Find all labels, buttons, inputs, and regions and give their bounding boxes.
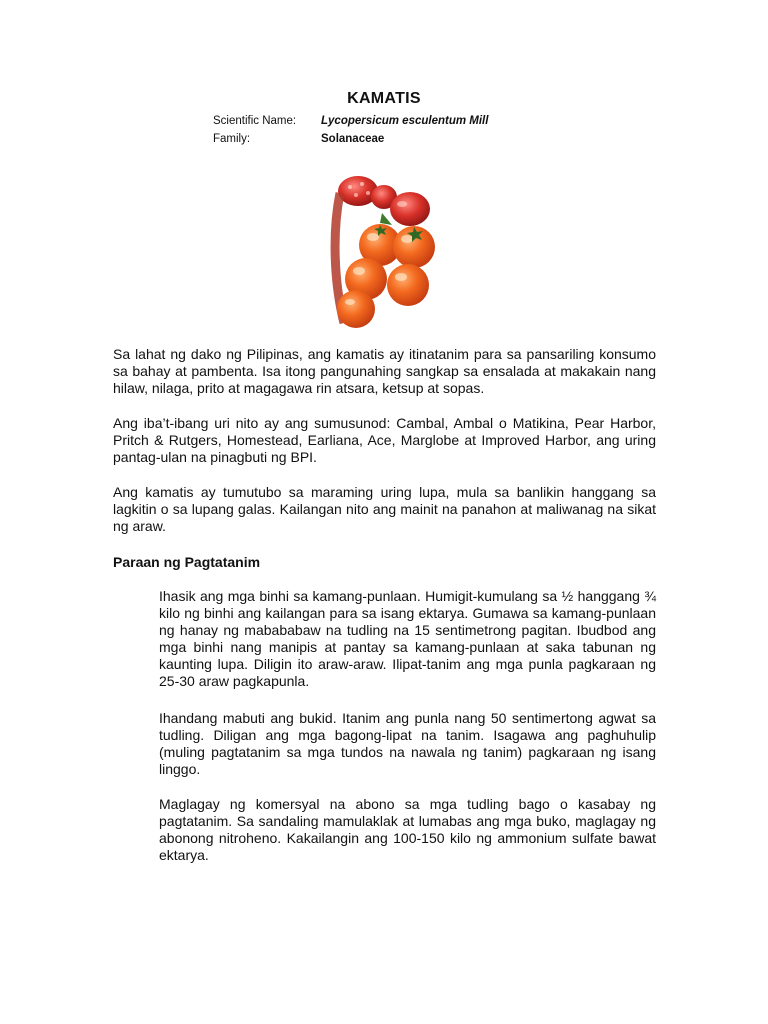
step-paragraph-fertilizing: Maglagay ng komersyal na abono sa mga tudling bago o kasabay ng pagtatanim. Sa sandaling mamulaklak at lumabas ang mga buko, maglagay ng abonong nitroheno. Kakailangin ang 100-150 kilo ng ammonium sulfate bawat ektarya. xyxy=(159,796,656,863)
intro-paragraph: Sa lahat ng dako ng Pilipinas, ang kamatis ay itinatanim para sa pansariling konsumo sa bahay at pambenta. Isa itong pangunahing sangkap sa ensalada at makakain nang hilaw, nilaga, prito at magagawa rin atsara, ketsup at sopas. xyxy=(113,346,656,396)
family-value: Solanaceae xyxy=(321,133,385,145)
tomato-cluster-image xyxy=(322,173,440,331)
step-paragraph-transplanting: Ihandang mabuti ang bukid. Itanim ang punla nang 50 sentimertong agwat sa tudling. Diligan ang mga bagong-lipat na tanim. Isagawa ang paghuhulip (muling pagtatanim sa mga tundos na nawala ng tanim) pagkaraan ng isang linggo. xyxy=(159,710,656,777)
varieties-paragraph: Ang iba’t-ibang uri nito ay ang sumusunod: Cambal, Ambal o Matikina, Pear Harbor, Pritch & Rutgers, Homestead, Earliana, Ace, Marglobe at Improved Harbor, ang uring pantag-ulan na pinagbuti ng BPI. xyxy=(113,415,656,465)
step-paragraph-seeding: Ihasik ang mga binhi sa kamang-punlaan. Humigit-kumulang sa ½ hanggang ¾ kilo ng binhi ang kailangan para sa isang ektarya. Gumawa sa kamang-punlaan ng hanay ng mabababaw na tudling na 15 sentimetrong pagitan. Ibudbod ang mga binhi nang manipis at pantay sa kamang-punlaan at saka tabunan ng kaunting lupa. Diligin ito araw-araw. Ilipat-tanim ang mga punla pagkaraan ng 25-30 araw pagkapunla. xyxy=(159,588,656,689)
document-title: KAMATIS xyxy=(347,90,421,107)
family-row xyxy=(213,132,384,146)
scientific-name-row xyxy=(213,114,488,128)
section-heading: Paraan ng Pagtatanim xyxy=(113,554,261,570)
scientific-name-label: Scientific Name: xyxy=(213,115,297,127)
family-label: Family: xyxy=(213,133,251,145)
scientific-name-value: Lycopersicum esculentum Mill xyxy=(321,115,489,127)
soil-climate-paragraph: Ang kamatis ay tumutubo sa maraming uring lupa, mula sa banlikin hanggang sa lagkitin o sa lupang galas. Kailangan nito ang mainit na panahon at maliwanag na sikat ng araw. xyxy=(113,484,656,534)
